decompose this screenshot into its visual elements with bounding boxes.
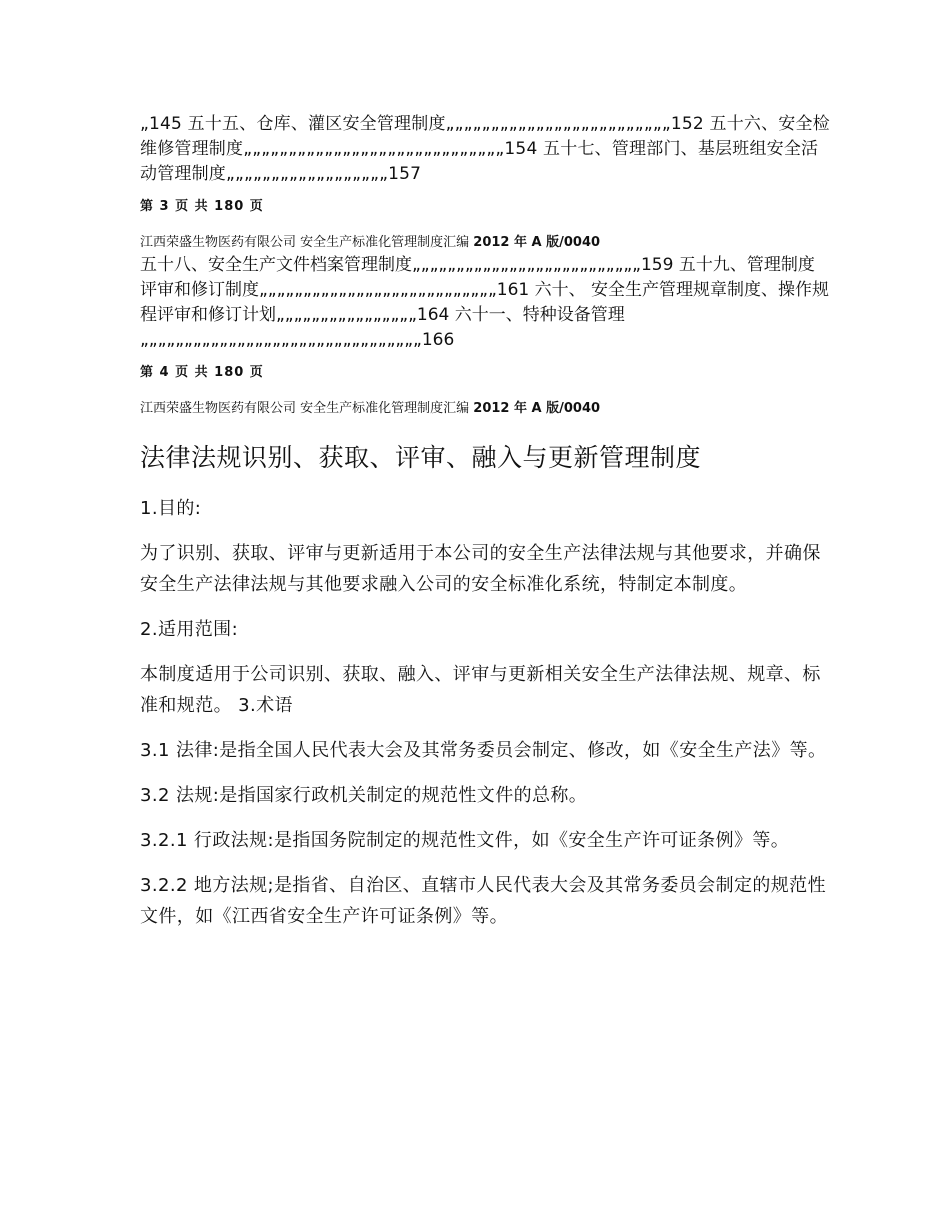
toc-block-1: „145 五十五、仓库、灌区安全管理制度„„„„„„„„„„„„„„„„„„„„„„„„„152 五十六、安全检维修管理制度„„„„„„„„„„„„„„„„„„„„„„„„„„„„„154 五十七、管理部门、基层班组安全活动管理制度„„„„„„„„„„„„„„„„„„157 [140,114,830,184]
page-number-3: 第 3 页 共 180 页 [140,199,264,214]
header-company: 江西荣盛生物医药有限公司 安全生产标准化管理制度汇编 [140,401,470,416]
running-header-2 [140,399,830,419]
running-header-1 [140,233,830,253]
toc-block-2: 五十八、安全生产文件档案管理制度„„„„„„„„„„„„„„„„„„„„„„„„„„159 五十九、管理制度评审和修订制度„„„„„„„„„„„„„„„„„„„„„„„„„„„161 六十、 安全生产管理规章制度、操作规程评审和修订计划„„„„„„„„„„„„„„„„164 六十一、特种设备管理„„„„„„„„„„„„„„„„„„„„„„„„„„„„„„„„166 [140,255,830,350]
scope-paragraph: 本制度适用于公司识别、获取、融入、评审与更新相关安全生产法律法规、规章、标准和规范。 3.术语 [140,664,821,716]
header-edition: 2012 年 A 版/0040 [473,235,601,250]
term-local-regulation-paragraph: 3.2.2 地方法规;是指省、自治区、直辖市人民代表大会及其常务委员会制定的规范性文件，如《江西省安全生产许可证条例》等。 [140,875,826,927]
purpose-paragraph: 为了识别、获取、评审与更新适用于本公司的安全生产法律法规与其他要求，并确保安全生产法律法规与其他要求融入公司的安全标准化系统，特制定本制度。 [140,543,821,595]
document-title: 法律法规识别、获取、评审、融入与更新管理制度 [140,443,702,472]
header-edition: 2012 年 A 版/0040 [473,401,601,416]
term-law-paragraph: 3.1 法律:是指全国人民代表大会及其常务委员会制定、修改，如《安全生产法》等。 [140,740,827,761]
page-number-4: 第 4 页 共 180 页 [140,365,264,380]
term-regulation-paragraph: 3.2 法规:是指国家行政机关制定的规范性文件的总称。 [140,785,588,806]
header-company: 江西荣盛生物医药有限公司 安全生产标准化管理制度汇编 [140,235,470,250]
section-scope-heading: 2.适用范围: [140,619,239,640]
document-page [140,112,830,946]
section-purpose-heading: 1.目的: [140,498,202,519]
term-administrative-regulation-paragraph: 3.2.1 行政法规:是指国务院制定的规范性文件，如《安全生产许可证条例》等。 [140,830,790,851]
